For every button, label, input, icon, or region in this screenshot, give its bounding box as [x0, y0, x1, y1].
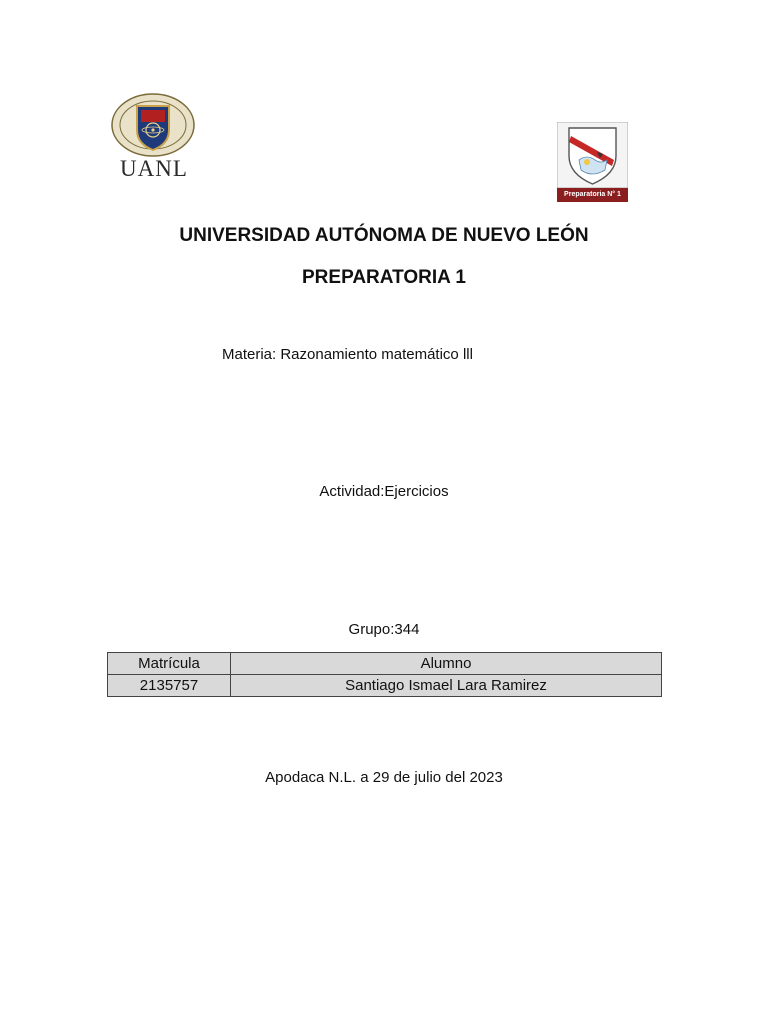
table-header-matricula: Matrícula [108, 653, 231, 675]
table-header-alumno: Alumno [231, 653, 662, 675]
materia-line: Materia: Razonamiento matemático lll [222, 346, 473, 363]
prepa-shield-icon [557, 122, 628, 188]
date-line: Apodaca N.L. a 29 de julio del 2023 [265, 769, 503, 786]
grupo-line: Grupo:344 [348, 621, 420, 638]
student-table [107, 652, 662, 697]
prepa-caption: Preparatoria N° 1 [557, 188, 628, 202]
table-row [108, 675, 662, 697]
university-title: UNIVERSIDAD AUTÓNOMA DE NUEVO LEÓN [179, 225, 589, 246]
table-header-row [108, 653, 662, 675]
uanl-logo [108, 92, 200, 184]
table-cell-alumno: Santiago Ismael Lara Ramirez [231, 675, 662, 697]
school-title: PREPARATORIA 1 [302, 267, 466, 288]
uanl-seal-icon [110, 92, 196, 158]
uanl-wordmark: UANL [120, 156, 188, 181]
prepa-logo [557, 122, 628, 202]
table-cell-matricula: 2135757 [108, 675, 231, 697]
actividad-line: Actividad:Ejercicios [319, 483, 449, 500]
